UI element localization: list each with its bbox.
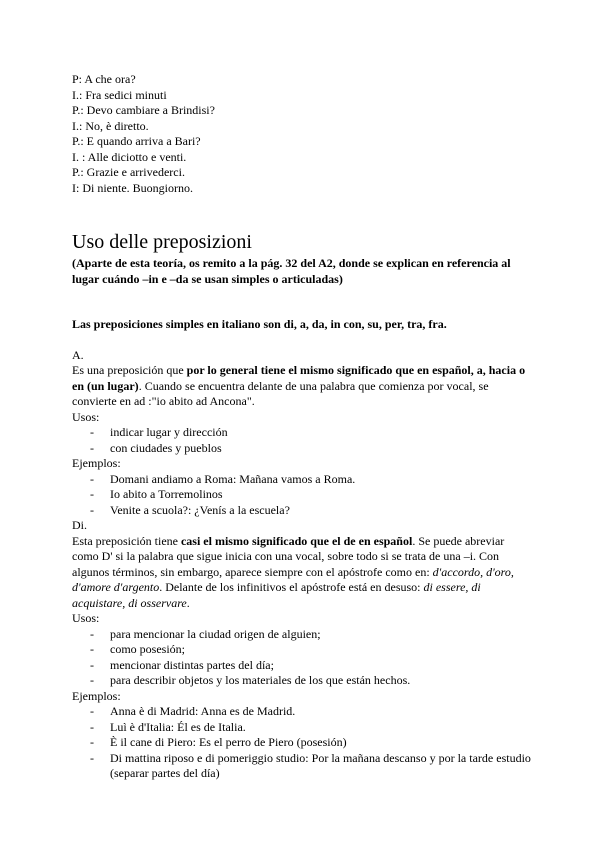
list-item-text: Venite a scuola?: ¿Venís a la escuela?	[110, 502, 290, 517]
dialogue-line: P.: Devo cambiare a Brindisi?	[72, 103, 215, 117]
ejemplos-list	[72, 704, 532, 782]
list-item-text: para describir objetos y los materiales de los que están hechos.	[110, 673, 411, 687]
list-item: - Io abito a Torremolinos	[90, 487, 223, 501]
desc-italic-text: d'accordo, d'oro, d'amore d'argento	[72, 564, 514, 594]
ejemplos-label: Ejemplos:	[72, 456, 121, 470]
section-title: Uso delle preposizioni	[72, 231, 252, 253]
list-item-text: como posesión;	[110, 642, 185, 656]
desc-text: .	[186, 595, 190, 610]
list-item: - con ciudades y pueblos	[90, 440, 222, 455]
desc-text: . Se puede abreviar como D' si la palabra que sigue inicia con una vocal, sobre todo si se trata de una –i. Con algunos términos, sin embargo, aparece siempre con el apóstrofe como en:	[72, 533, 505, 579]
list-item-text: Io abito a Torremolinos	[110, 487, 223, 501]
section-di-heading: Di.	[72, 518, 87, 532]
dialogue-line: I: Di niente. Buongiorno.	[72, 180, 193, 195]
simple-prepositions-statement: Las preposiciones simples en italiano son di, a, da, in con, su, per, tra, fra.	[72, 317, 447, 331]
list-item: - Venite a scuola?: ¿Venís a la escuela?	[90, 502, 290, 517]
usos-list	[72, 627, 532, 689]
list-item-text: para mencionar la ciudad origen de alguien;	[110, 626, 321, 641]
list-item: - Di mattina riposo e di pomeriggio studio: Por la mañana descanso y por la tarde estudio (separar partes del día)	[90, 750, 531, 780]
dialogue-line: I. : Alle diciotto e venti.	[72, 149, 187, 164]
list-item-text: mencionar distintas partes del día;	[110, 657, 274, 672]
usos-list	[72, 425, 532, 456]
list-item-text: con ciudades y pueblos	[110, 440, 222, 455]
list-item: - para describir objetos y los materiales de los que están hechos.	[90, 673, 411, 687]
list-item-text: Luì è d'Italia: Él es de Italia.	[110, 719, 246, 734]
list-item-text: Domani andiamo a Roma: Mañana vamos a Roma.	[110, 471, 356, 486]
usos-label: Usos:	[72, 611, 100, 625]
desc-text: . Cuando se encuentra delante de una palabra que comienza por vocal, se convierte en ad :"io abito ad Ancona".	[72, 378, 489, 408]
desc-bold-text: por lo general tiene el mismo significado que en español, a, hacia o en (un lugar)	[72, 363, 526, 393]
section-a-heading: A.	[72, 347, 84, 362]
dialogue-block	[72, 72, 532, 196]
list-item: - como posesión;	[90, 642, 185, 656]
dialogue-line: I.: Fra sedici minuti	[72, 87, 167, 102]
desc-text: Esta preposición tiene	[72, 533, 181, 548]
list-item: - Luì è d'Italia: Él es de Italia.	[90, 719, 246, 734]
desc-text: . Delante de los infinitivos el apóstrofe está en desuso:	[159, 580, 424, 594]
list-item: - para mencionar la ciudad origen de alguien;	[90, 626, 321, 641]
dialogue-line: P.: Grazie e arrivederci.	[72, 165, 185, 179]
desc-italic-text: di essere, di acquistare, di osservare	[72, 580, 481, 610]
dialogue-line: I.: No, è diretto.	[72, 118, 149, 133]
dialogue-line: P: A che ora?	[72, 72, 136, 86]
list-item: - È il cane di Piero: Es el perro de Piero (posesión)	[90, 735, 347, 749]
list-item: - indicar lugar y dirección	[90, 425, 228, 439]
list-item-text: È il cane di Piero: Es el perro de Piero (posesión)	[110, 735, 347, 749]
desc-text: Es una preposición que	[72, 363, 187, 377]
list-item-text: indicar lugar y dirección	[110, 425, 228, 439]
list-item-text: Di mattina riposo e di pomeriggio studio: Por la mañana descanso y por la tarde estudio (separar partes del día)	[110, 750, 531, 780]
usos-label: Usos:	[72, 409, 100, 424]
list-item: - Domani andiamo a Roma: Mañana vamos a Roma.	[90, 471, 356, 486]
section-di-description	[72, 534, 532, 612]
dialogue-line: P.: E quando arriva a Bari?	[72, 134, 201, 148]
ejemplos-label: Ejemplos:	[72, 688, 121, 703]
section-a-description	[72, 363, 532, 410]
ejemplos-list	[72, 472, 532, 519]
list-item-text: Anna è di Madrid: Anna es de Madrid.	[110, 704, 296, 718]
intro-note: (Aparte de esta teoría, os remito a la pág. 32 del A2, donde se explican en referencia al lugar cuándo –in e –da se usan simples o articuladas)	[72, 256, 511, 286]
desc-bold-text: casi el mismo significado que el de en español	[180, 533, 413, 548]
document-content	[72, 72, 532, 782]
list-item: - mencionar distintas partes del día;	[90, 657, 274, 672]
list-item: - Anna è di Madrid: Anna es de Madrid.	[90, 704, 296, 718]
